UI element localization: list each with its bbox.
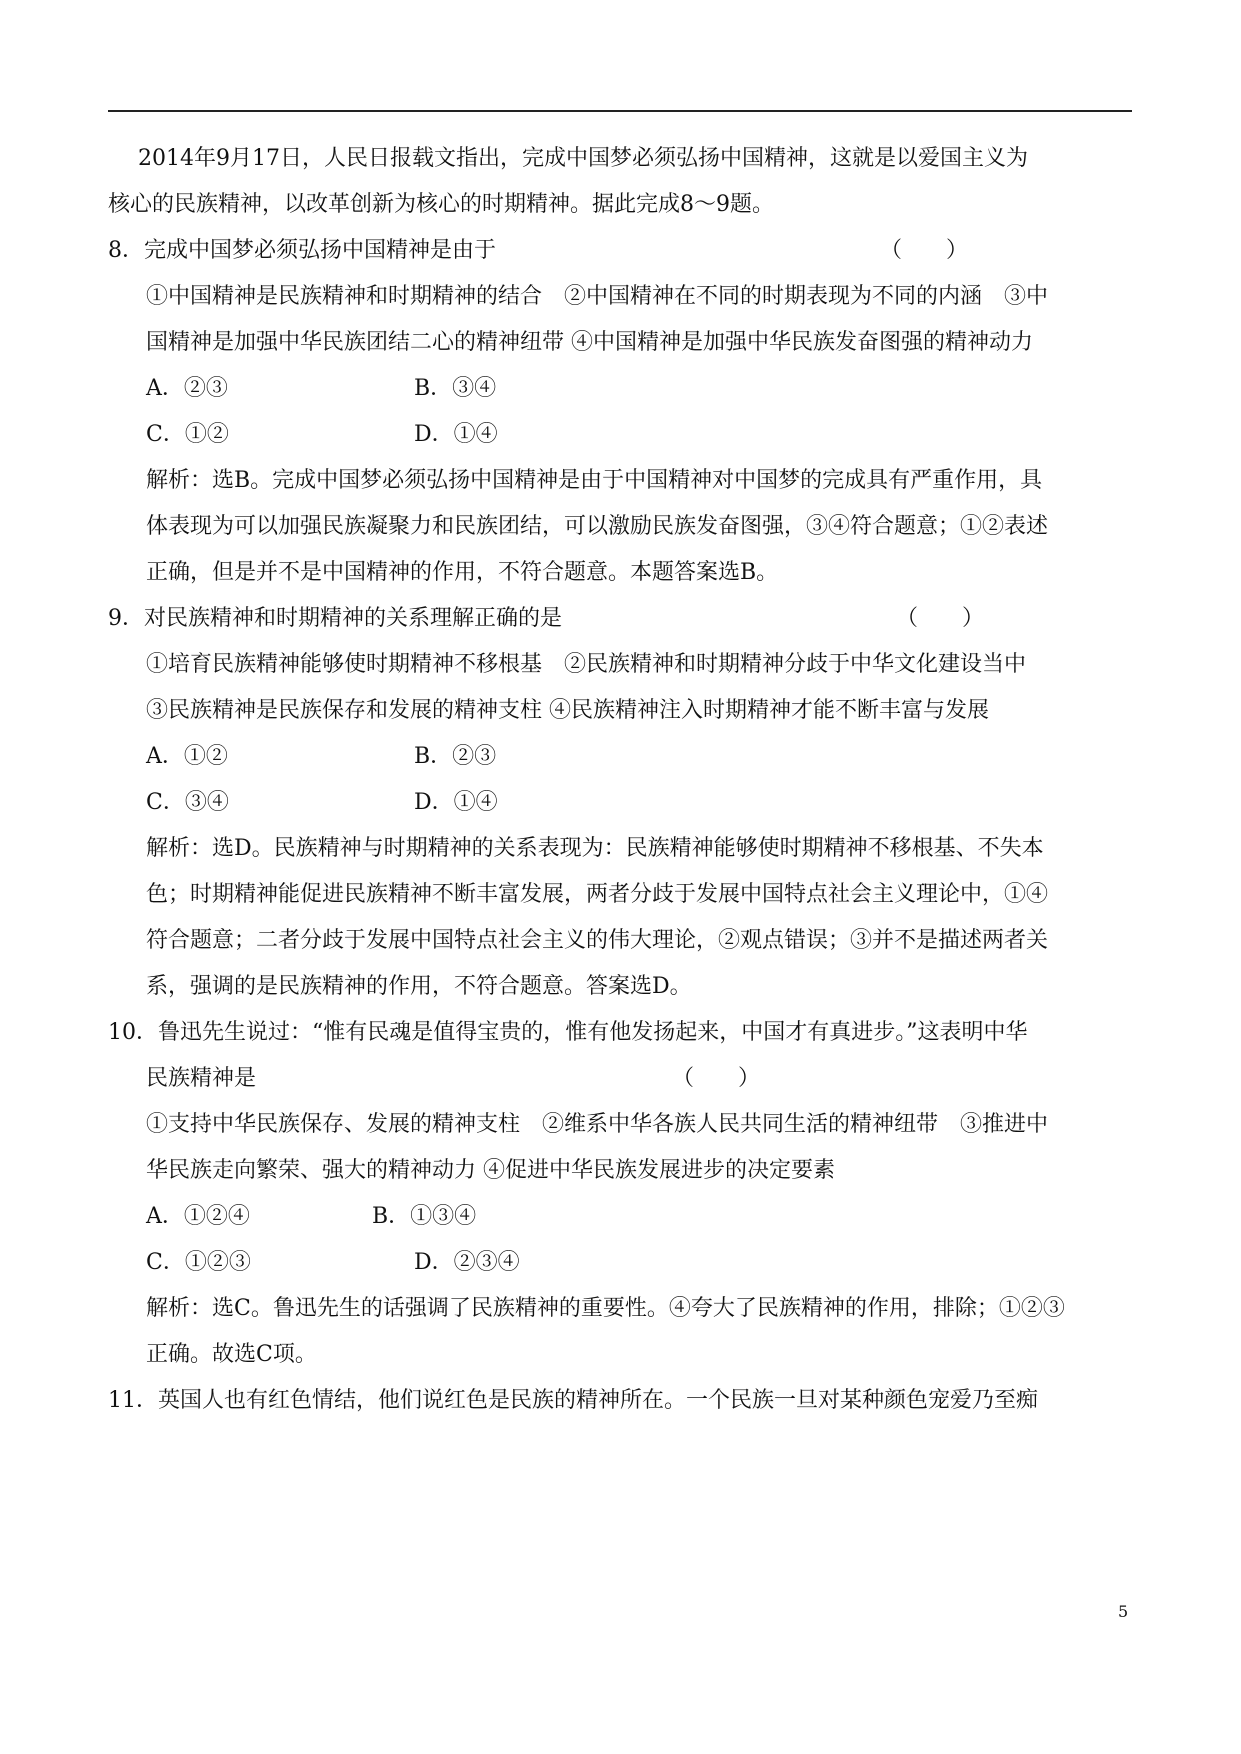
q9-explanation-line-3: 符合题意；二者分歧于发展中国特点社会主义的伟大理论，②观点错误；③并不是描述两者关 [146,928,1049,953]
q9-option-b: B．②③ [414,744,497,769]
q8-explanation-line-3: 正确，但是并不是中国精神的作用，不符合题意。本题答案选B。 [146,560,779,585]
q9-option-c: C．③④ [146,790,229,815]
q9-explanation-line-4: 系，强调的是民族精神的作用，不符合题意。答案选D。 [146,974,692,999]
q10-explanation-line-1: 解析：选C。鲁迅先生的话强调了民族精神的重要性。④夸大了民族精神的作用，排除；①②③ [146,1296,1065,1321]
q10-explanation-line-2: 正确。故选C项。 [146,1342,317,1367]
q8-stem: 8．完成中国梦必须弘扬中国精神是由于 [108,238,496,263]
q10-option-d: D．②③④ [414,1250,520,1275]
q9-explanation-line-1: 解析：选D。民族精神与时期精神的关系表现为：民族精神能够使时期精神不移根基、不失本 [146,836,1044,861]
q10-statements-line-1: ①支持中华民族保存、发展的精神支柱 ②维系中华各族人民共同生活的精神纽带 ③推进中 [146,1112,1049,1137]
q9-statements-line-1: ①培育民族精神能够使时期精神不移根基 ②民族精神和时期精神分歧于中华文化建设当中 [146,652,1027,677]
q8-option-a: A．②③ [146,376,228,401]
header-rule [108,110,1132,112]
q9-option-a: A．①② [146,744,228,769]
intro-line-1: 2014年9月17日，人民日报载文指出，完成中国梦必须弘扬中国精神，这就是以爱国主义为 [138,146,1028,171]
q8-answer-blank: （ ） [880,238,969,263]
q10-option-c: C．①②③ [146,1250,251,1275]
q9-answer-blank: （ ） [896,606,985,631]
q10-statements-line-2: 华民族走向繁荣、强大的精神动力 ④促进中华民族发展进步的决定要素 [146,1158,835,1183]
q9-stem: 9．对民族精神和时期精神的关系理解正确的是 [108,606,562,631]
q9-explanation-line-2: 色；时期精神能促进民族精神不断丰富发展，两者分歧于发展中国特点社会主义理论中，①④ [146,882,1049,907]
q8-option-d: D．①④ [414,422,498,447]
q9-option-d: D．①④ [414,790,498,815]
q11-stem-line-1: 11．英国人也有红色情结，他们说红色是民族的精神所在。一个民族一旦对某种颜色宠爱乃至痴 [108,1388,1038,1413]
q10-option-b: B．①③④ [372,1204,477,1229]
q9-statements-line-2: ③民族精神是民族保存和发展的精神支柱 ④民族精神注入时期精神才能不断丰富与发展 [146,698,989,723]
q8-option-b: B．③④ [414,376,497,401]
q8-explanation-line-1: 解析：选B。完成中国梦必须弘扬中国精神是由于中国精神对中国梦的完成具有严重作用，具 [146,468,1043,493]
q8-explanation-line-2: 体表现为可以加强民族凝聚力和民族团结，可以激励民族发奋图强，③④符合题意；①②表述 [146,514,1049,539]
q10-stem-line-2: 民族精神是 [146,1066,257,1091]
q8-option-c: C．①② [146,422,229,447]
q10-stem-line-1: 10．鲁迅先生说过：“惟有民魂是值得宝贵的，惟有他发扬起来，中国才有真进步。”这表明中华 [108,1020,1028,1045]
q10-answer-blank: （ ） [672,1066,761,1091]
q8-statements-line-2: 国精神是加强中华民族团结二心的精神纽带 ④中国精神是加强中华民族发奋图强的精神动力 [146,330,1033,355]
page-number: 5 [1118,1602,1129,1621]
intro-line-2: 核心的民族精神，以改革创新为核心的时期精神。据此完成8～9题。 [108,192,774,217]
q8-statements-line-1: ①中国精神是民族精神和时期精神的结合 ②中国精神在不同的时期表现为不同的内涵 ③中 [146,284,1049,309]
q10-option-a: A．①②④ [146,1204,250,1229]
